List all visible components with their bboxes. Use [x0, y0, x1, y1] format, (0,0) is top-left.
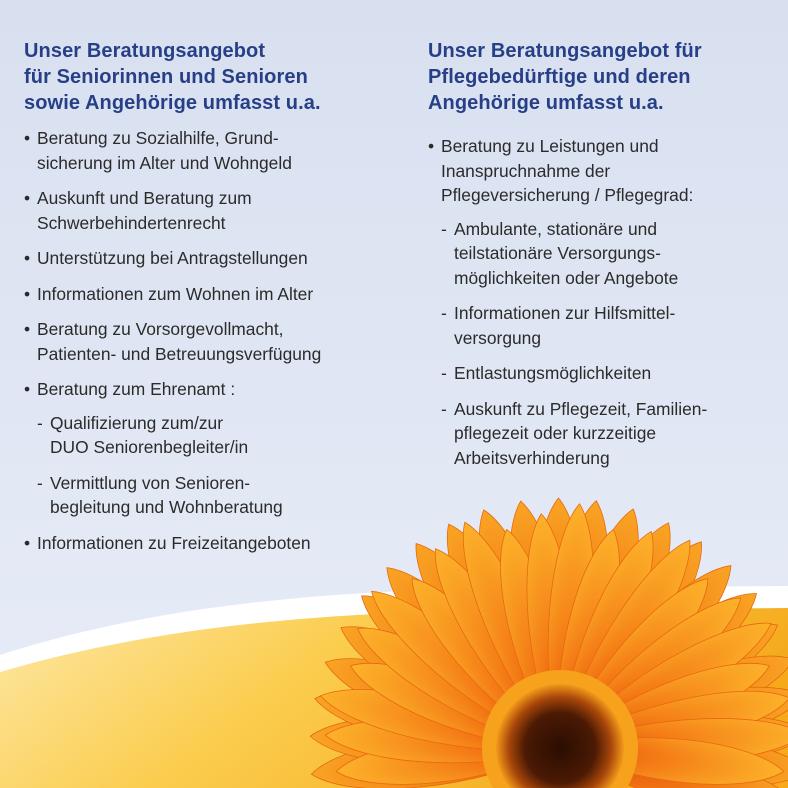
list-item-text: • Auskunft und Beratung zum Schwerbehindertenrecht: [37, 188, 252, 233]
left-column: [24, 38, 404, 566]
list-item: [24, 186, 404, 235]
sub-list: [37, 411, 404, 520]
list-item-text: • Beratung zu Leistungen und Inanspruchnahme der Pflegeversicherung / Pflegegrad:: [441, 136, 694, 205]
list-item-text: • Unterstützung bei Antragstellungen: [37, 248, 308, 268]
right-heading: Unser Beratungsangebot für Pflegebedürftige und deren Angehörige umfasst u.a.: [428, 40, 702, 114]
sub-list-item: - Entlastungsmöglichkeiten: [441, 361, 778, 386]
sub-list-item: - Ambulante, stationäre und teilstationäre Versorgungs- möglichkeiten oder Angebote: [441, 217, 778, 291]
left-item-list: [24, 126, 404, 555]
left-heading: Unser Beratungsangebot für Seniorinnen und Senioren sowie Angehörige umfasst u.a.: [24, 40, 321, 114]
list-item: [24, 531, 404, 556]
list-item-text: • Informationen zu Freizeitangeboten: [37, 532, 311, 553]
list-item-text: • Beratung zu Vorsorgevollmacht, Patienten- und Betreuungsverfügung: [37, 319, 322, 364]
list-item-text: • Beratung zu Sozialhilfe, Grund- sicherung im Alter und Wohngeld: [37, 128, 292, 173]
list-item: [24, 126, 404, 175]
list-item: [24, 317, 404, 366]
list-item: [24, 246, 404, 271]
sub-list: [441, 217, 778, 471]
list-item: [24, 377, 404, 520]
list-item: [24, 282, 404, 307]
sub-list-item: - Vermittlung von Senioren- begleitung und Wohnberatung: [37, 471, 404, 520]
right-column: [428, 38, 778, 481]
sub-list-item: - Auskunft zu Pflegezeit, Familien- pflegezeit oder kurzzeitige Arbeitsverhinderung: [441, 397, 778, 471]
list-item: [428, 134, 778, 470]
right-item-list: [428, 134, 778, 470]
list-item-text: • Informationen zum Wohnen im Alter: [37, 283, 314, 304]
sub-list-item: - Qualifizierung zum/zur DUO Seniorenbegleiter/in: [37, 411, 404, 460]
list-item-text: • Beratung zum Ehrenamt :: [37, 379, 236, 399]
sub-list-item: - Informationen zur Hilfsmittel- versorgung: [441, 301, 778, 350]
